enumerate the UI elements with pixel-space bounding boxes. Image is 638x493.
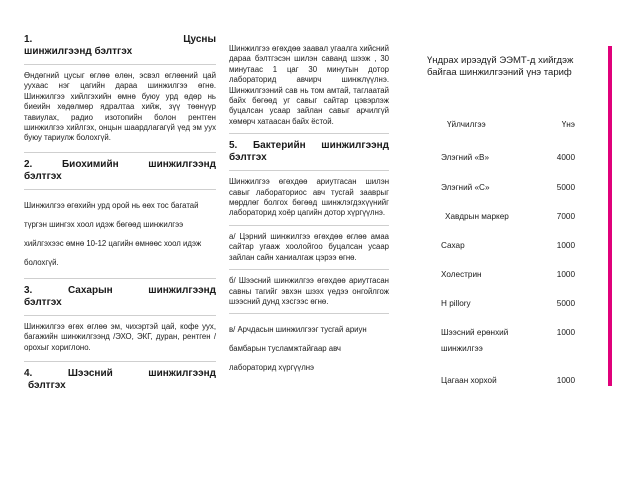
divider: [24, 361, 216, 362]
service-name: Сахар: [441, 241, 465, 250]
section-1-body: Өндөгний цусыг өглөө өлөн, эсвэл өглөөний цай уухаас нэг цагийн дараа шинжилгээ өгнө. Шинжилгээ хийлгэхийн өмнө буюу урд өдөр нь биеийн хөдөлмөр ядралтаа хийж, зүү төөнүүр тавиулах, радио изотопийн болон рентген шинжилгээ хийлгэх, онцын шаардлагагүй үед эм уух буюу тариулж болохгүй.: [24, 71, 216, 143]
service-price: 1000: [556, 376, 575, 385]
service-name: H pillory: [441, 299, 471, 308]
service-price: 5000: [556, 183, 575, 192]
service-name: Элэгний «В»: [441, 153, 490, 162]
divider: [229, 313, 389, 314]
section-1-number: 1.: [24, 34, 33, 45]
divider: [24, 152, 216, 153]
accent-bar: [608, 46, 612, 386]
section-5-item-a: а/ Цэрний шинжилгээ өгөхдөө өглөө амаа сайтар угааж хоолойгоо буцалсан усаар зайлан сайн ханиалгаж цэрээ өгнө.: [229, 231, 389, 262]
divider: [24, 64, 216, 65]
price-column-header: Үнэ: [561, 120, 575, 129]
section-5-body: Шинжилгээ өгөхдөө ариутгасан шилэн савыг лабораториос авч тусгай зааврыг мөрдлөг болгох бөгөөд шинжлэгдэхүүнийг лабораторид хоёр цагийн дотор хүргүүлнэ.: [229, 177, 389, 218]
section-3-body: Шинжилгээ өгөх өглөө эм, чихэртэй цай, кофе уух, багажийн шинжилгээнд /ЭХО, ЭКГ, дуран, рентген / орохыг хориглоно.: [24, 321, 216, 352]
divider: [24, 278, 216, 279]
service-price: 1000: [556, 328, 575, 337]
service-name: Хавдрын маркер: [445, 212, 509, 221]
service-name: Элэгний «С»: [441, 183, 490, 192]
service-price: 1000: [556, 241, 575, 250]
section-1-title-word: Цусны: [183, 34, 216, 45]
service-column-header: Үйлчилгээ: [447, 120, 486, 129]
service-price: 4000: [556, 153, 575, 162]
section-5-item-b: б/ Шээсний шинжилгээ өгөхдөө ариутгасан савны тагийг эвхэн шээх үедээ онгойлгож шээсний дунд хэсгээс өгнө.: [229, 276, 389, 306]
divider: [229, 133, 389, 134]
section-2-title: 2. Биохимийн шинжилгээнд: [24, 158, 216, 170]
section-3-title-line2: бэлтгэх: [24, 296, 62, 308]
service-name: Цагаан хорхой: [441, 376, 497, 385]
column-3: [427, 55, 595, 385]
divider: [229, 269, 389, 270]
column-2: [229, 44, 389, 377]
service-name: Холестрин: [441, 270, 482, 279]
column-1: [24, 34, 216, 392]
section-3-title: 3. Сахарын шинжилгээнд: [24, 284, 216, 296]
divider: [24, 315, 216, 316]
section-1-title-line2: шинжилгээнд бэлтгэх: [24, 46, 133, 57]
section-5-title: 5. Бактерийн шинжилгээнд: [229, 140, 389, 152]
section-4-title: 4. Шээсний шинжилгээнд: [24, 368, 216, 380]
urine-instructions: Шинжилгээ өгөхдөө заавал угаалга хийсний дараа бэлтгэсэн шилэн саванд шээж , 30 минутаас 1 цаг 30 минутын дотор лабораторид авчирч шинжлүүлнэ. Шинжилгээний сав нь том амтай, таглаатай байх бөгөөд уг савыг сайтар цэвэрлэж буцалсан усаар зайлан савыг арчилгүй хөмөрч хатаасан байх ёстой.: [229, 44, 389, 126]
section-2-title-line2: бэлтгэх: [24, 170, 62, 182]
service-price: 5000: [556, 299, 575, 308]
section-2-body: Шинжилгээ өгөхийн урд орой нь өөх тос багатай түргэн шингэх хоол идэж бөгөөд шинжилгээ хийлгэхээс өмнө 10-12 цагийн өмнөөс хоол идэж болохгүй.: [24, 200, 202, 267]
price-list-title: Үндрах ирээдүй ЭЭМТ-д хийгдэж байгаа шинжилгээний үнэ тариф: [427, 55, 574, 78]
service-price: 7000: [556, 212, 575, 221]
section-5-title-line2: бэлтгэх: [229, 152, 267, 164]
divider: [24, 189, 216, 190]
divider: [229, 225, 389, 226]
section-5-item-v: в/ Арчдасын шинжилгээг тусгай ариун бамбарын тусламжтайгаар авч лабораторид хүргүүлнэ: [229, 325, 367, 373]
service-price: 1000: [556, 270, 575, 279]
section-1-title: [24, 34, 216, 46]
service-name: Шээсний ерөнхий шинжилгээ: [441, 328, 509, 353]
section-4-title-line2: бэлтгэх: [28, 380, 66, 392]
divider: [229, 170, 389, 171]
